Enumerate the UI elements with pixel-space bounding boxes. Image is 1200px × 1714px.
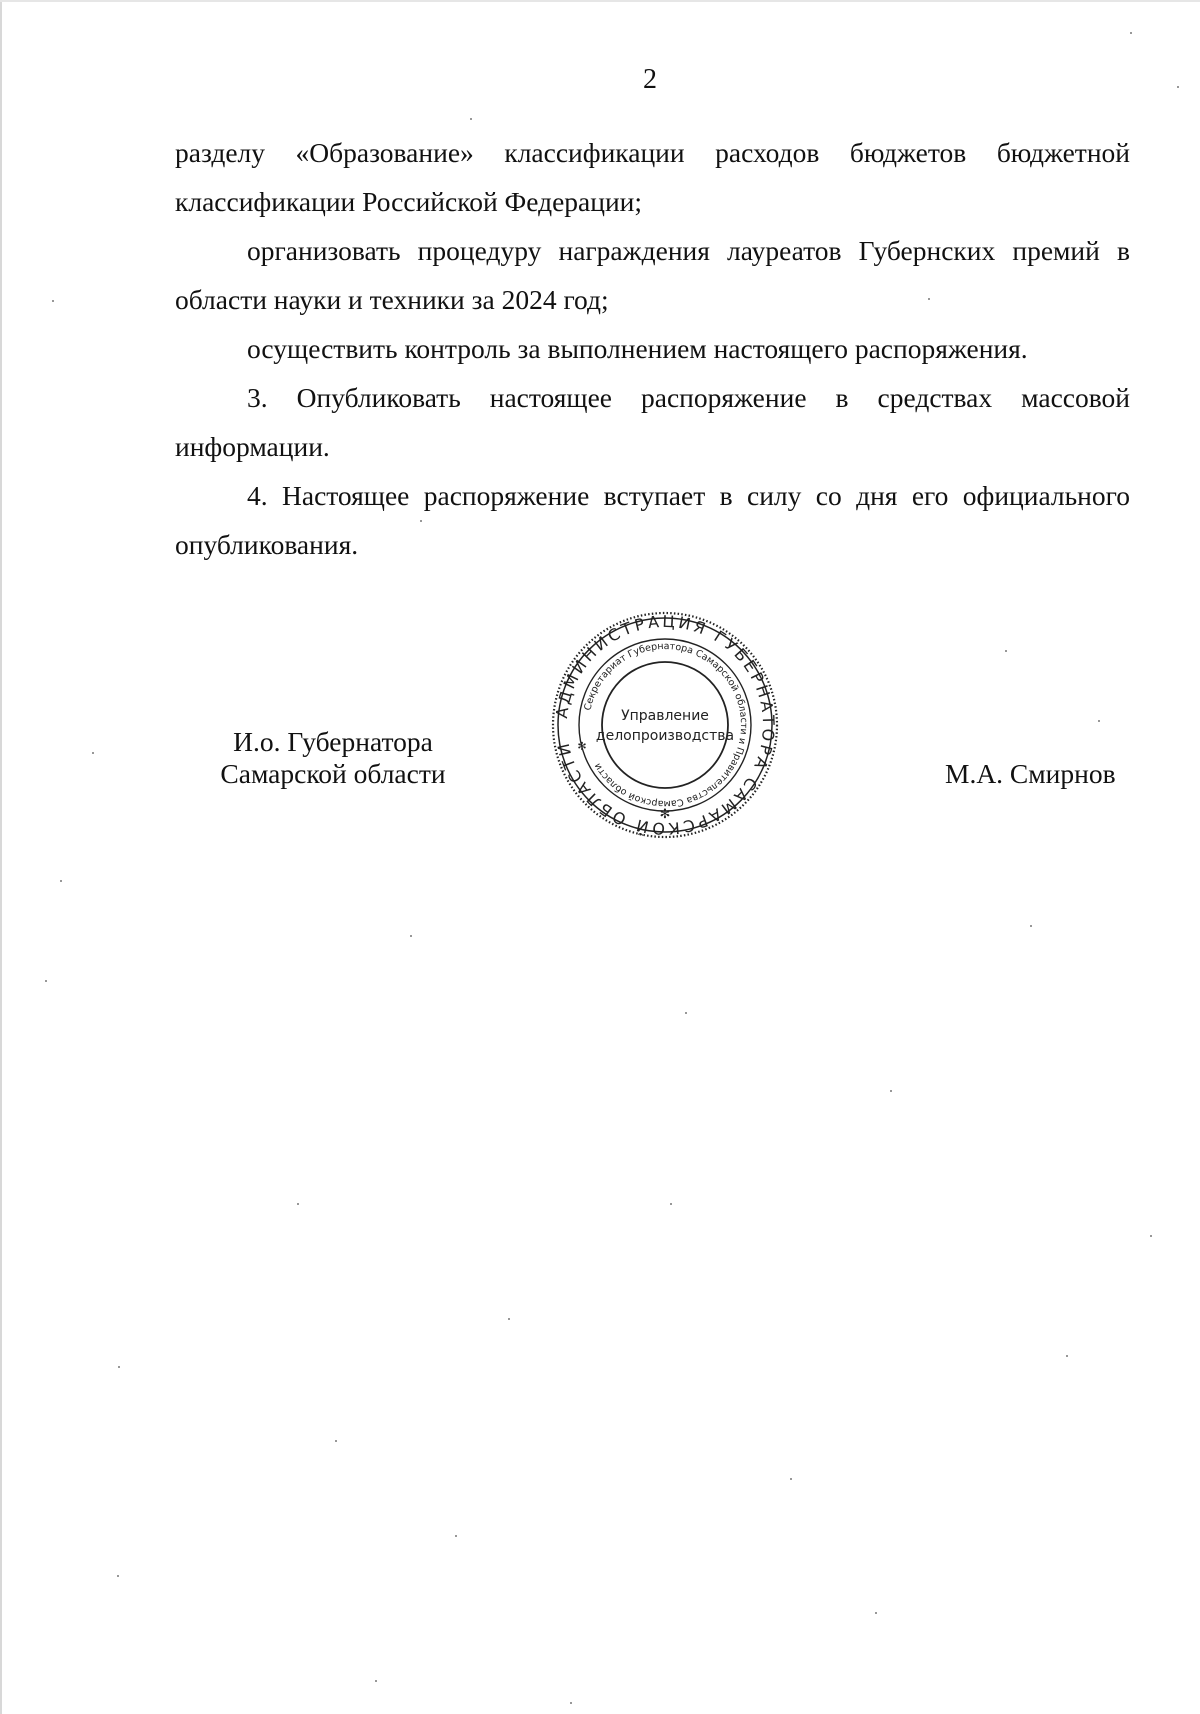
scan-speck — [335, 1440, 337, 1442]
paragraph-control: осуществить контроль за выполнением настоящего распоряжения. — [247, 333, 1028, 364]
scan-speck — [1177, 86, 1179, 88]
signatory-name: М.А. Смирнов — [945, 758, 1116, 789]
scan-top-edge — [0, 0, 1200, 2]
scan-left-edge — [0, 0, 2, 1714]
scan-speck — [60, 880, 62, 882]
stamp-center-line2: делопроизводства — [595, 728, 735, 744]
signatory-position — [188, 726, 478, 790]
scan-speck — [117, 1575, 119, 1577]
scan-speck — [1030, 925, 1032, 927]
scan-speck — [508, 1318, 510, 1320]
scan-speck — [420, 520, 422, 522]
scan-speck — [928, 298, 930, 300]
stamp-star-left-icon: ✻ — [577, 740, 587, 753]
official-stamp — [550, 610, 780, 840]
scan-speck — [410, 935, 412, 937]
scan-speck — [1066, 1355, 1068, 1357]
paragraph-publish: 3. Опубликовать настоящее распоряжение в средствах массовой информации. — [175, 382, 1130, 462]
scan-speck — [1005, 650, 1007, 652]
scan-speck — [297, 1203, 299, 1205]
signatory-position-line2: Самарской области — [220, 758, 446, 789]
page-number: 2 — [643, 64, 657, 95]
scan-speck — [1150, 1235, 1152, 1237]
paragraph-award-procedure: организовать процедуру награждения лауреатов Губернских премий в области науки и техники за 2024 год; — [175, 235, 1130, 315]
stamp-middle-ring — [579, 639, 751, 811]
scan-speck — [875, 1612, 877, 1614]
scan-speck — [455, 1535, 457, 1537]
scan-speck — [790, 1478, 792, 1480]
scan-speck — [685, 1012, 687, 1014]
paragraph-effective: 4. Настоящее распоряжение вступает в силу со дня его официального опубликования. — [175, 480, 1130, 560]
document-body — [175, 128, 1130, 569]
scan-speck — [52, 300, 54, 302]
stamp-center-line1: Управление — [621, 708, 709, 724]
scan-speck — [670, 1203, 672, 1205]
stamp-outer-text: АДМИНИСТРАЦИЯ ГУБЕРНАТОРА САМАРСКОЙ ОБЛАСТИ — [552, 611, 779, 839]
scan-speck — [570, 1702, 572, 1704]
scan-speck — [1098, 720, 1100, 722]
paragraph-budget-section: разделу «Образование» классификации расходов бюджетов бюджетной классификации Российской Федерации; — [175, 137, 1130, 217]
scan-speck — [92, 752, 94, 754]
stamp-star-icon: ✻ — [659, 807, 671, 822]
signatory-position-line1: И.о. Губернатора — [233, 726, 433, 757]
scan-speck — [470, 118, 472, 120]
scan-speck — [118, 1366, 120, 1368]
scan-speck — [1130, 32, 1132, 34]
scan-speck — [45, 980, 47, 982]
stamp-inner-ring — [602, 662, 728, 788]
stamp-middle-text: Секретариат Губернатора Самарской области и Правительства Самарской области — [582, 640, 750, 810]
scan-speck — [890, 1090, 892, 1092]
scan-speck — [375, 1680, 377, 1682]
